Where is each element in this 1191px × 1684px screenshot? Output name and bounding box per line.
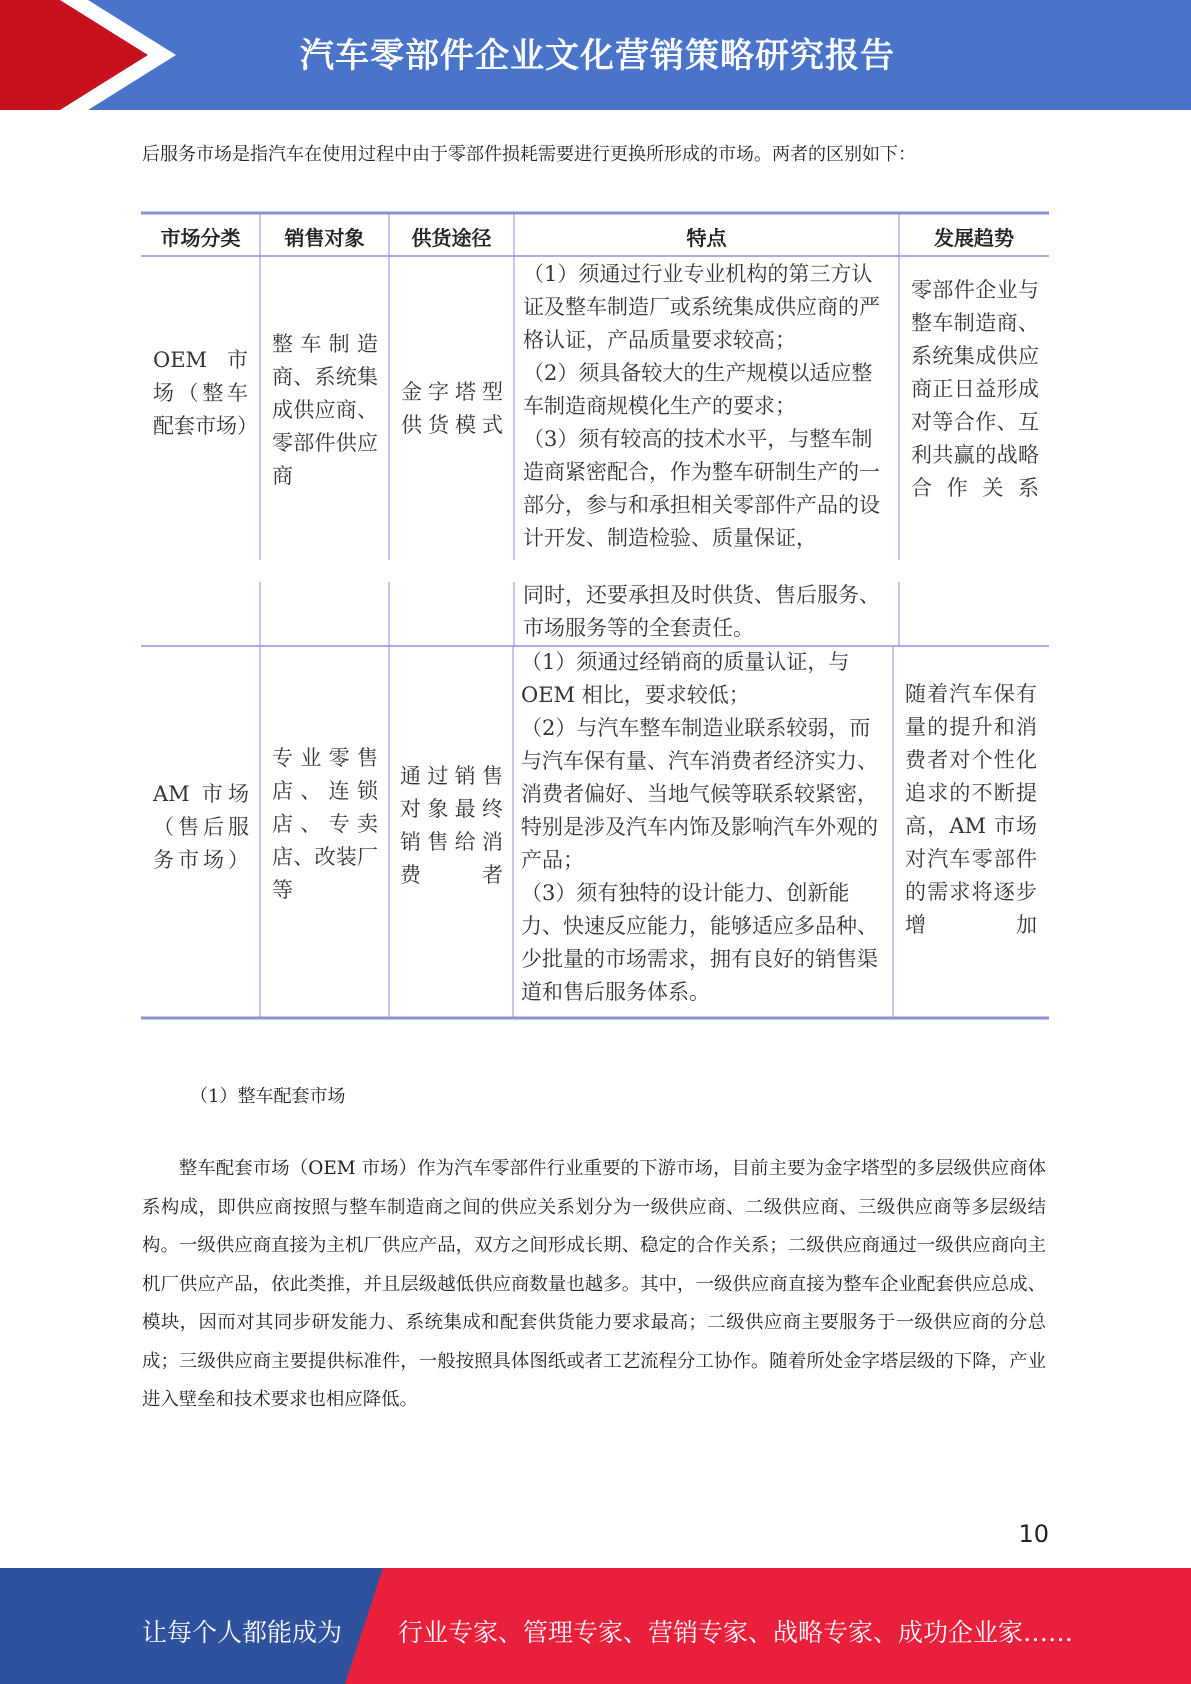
oem-features-cell: （1）须通过行业专业机构的第三方认证及整车制造厂或系统集成供应商的严格认证，产品质量要求较高； （2）须具备较大的生产规模以适应整车制造商规模化生产的要求； （3）须有较高的技术水平，与整车制造商紧密配合，作为整车研制生产的一部分，参与和承担相关零部件产品的设计开发、制造检验、质量保证， — [523, 262, 880, 550]
oem-channel-cell: 金字塔型供货模式 — [401, 380, 503, 437]
page-footer — [0, 1568, 1191, 1684]
am-features-cell: （1）须通过经销商的质量认证，与 OEM 相比，要求较低； （2）与汽车整车制造业联系较弱，而与汽车保有量、汽车消费者经济实力、消费者偏好、当地气候等联系较紧密，特别是涉及汽车内饰及影响汽车外观的产品； （3）须有独特的设计能力、创新能力、快速反应能力，能够适应多品种、少批量的市场需求，拥有良好的销售渠道和售后服务体系。 — [521, 650, 878, 1004]
header-features: 特点 — [686, 226, 727, 250]
footer-slogan-right: 行业专家、管理专家、营销专家、战略专家、成功企业家…… — [398, 1618, 1074, 1647]
oem-trend-cell: 零部件企业与整车制造商、系统集成供应商正日益形成对等合作、互利共赢的战略合作关系 — [911, 278, 1039, 500]
am-customer-cell: 专业零售店、连锁店、专卖店、改装厂等 — [272, 746, 378, 902]
page-header — [0, 0, 1191, 110]
page-number: 10 — [1018, 1520, 1049, 1548]
market-comparison-table — [141, 210, 1049, 1020]
am-category-cell: AM 市场（售后服务市场） — [153, 782, 249, 872]
footer-slogan-left: 让每个人都能成为 — [142, 1618, 343, 1647]
oem-features-continued-cell: 同时，还要承担及时供货、售后服务、市场服务等的全套责任。 — [523, 583, 880, 640]
oem-category-cell: OEM 市场（整车配套市场） — [153, 348, 258, 438]
header-sales-target: 销售对象 — [284, 226, 365, 250]
section-heading: （1）整车配套市场 — [190, 1086, 346, 1107]
intro-text: 后服务市场是指汽车在使用过程中由于零部件损耗需要进行更换所形成的市场。两者的区别如下： — [142, 144, 916, 165]
am-channel-cell: 通过销售对象最终销售给消费者 — [400, 764, 503, 887]
header-supply-channel: 供货途径 — [411, 226, 492, 250]
am-trend-cell: 随着汽车保有量的提升和消费者对个性化追求的不断提高，AM 市场对汽车零部件的需求将逐步增加 — [905, 682, 1037, 937]
header-market-category: 市场分类 — [160, 226, 241, 250]
body-paragraph: 整车配套市场（OEM 市场）作为汽车零部件行业重要的下游市场，目前主要为金字塔型的多层级供应商体系构成，即供应商按照与整车制造商之间的供应关系划分为一级供应商、二级供应商、三级供应商等多层级结构。一级供应商直接为主机厂供应产品，双方之间形成长期、稳定的合作关系；二级供应商通过一级供应商向主机厂供应产品，依此类推，并且层级越低供应商数量也越多。其中，一级供应商直接为整车企业配套供应总成、模块，因而对其同步研发能力、系统集成和配套供货能力要求最高；二级供应商主要服务于一级供应商的分总成；三级供应商主要提供标准件，一般按照具体图纸或者工艺流程分工协作。随着所处金字塔层级的下降，产业进入壁垒和技术要求也相应降低。 — [142, 1158, 1046, 1410]
header-trend: 发展趋势 — [934, 226, 1014, 250]
oem-customer-cell: 整车制造商、系统集成供应商、零部件供应商 — [272, 332, 378, 488]
report-title: 汽车零部件企业文化营销策略研究报告 — [300, 36, 895, 76]
